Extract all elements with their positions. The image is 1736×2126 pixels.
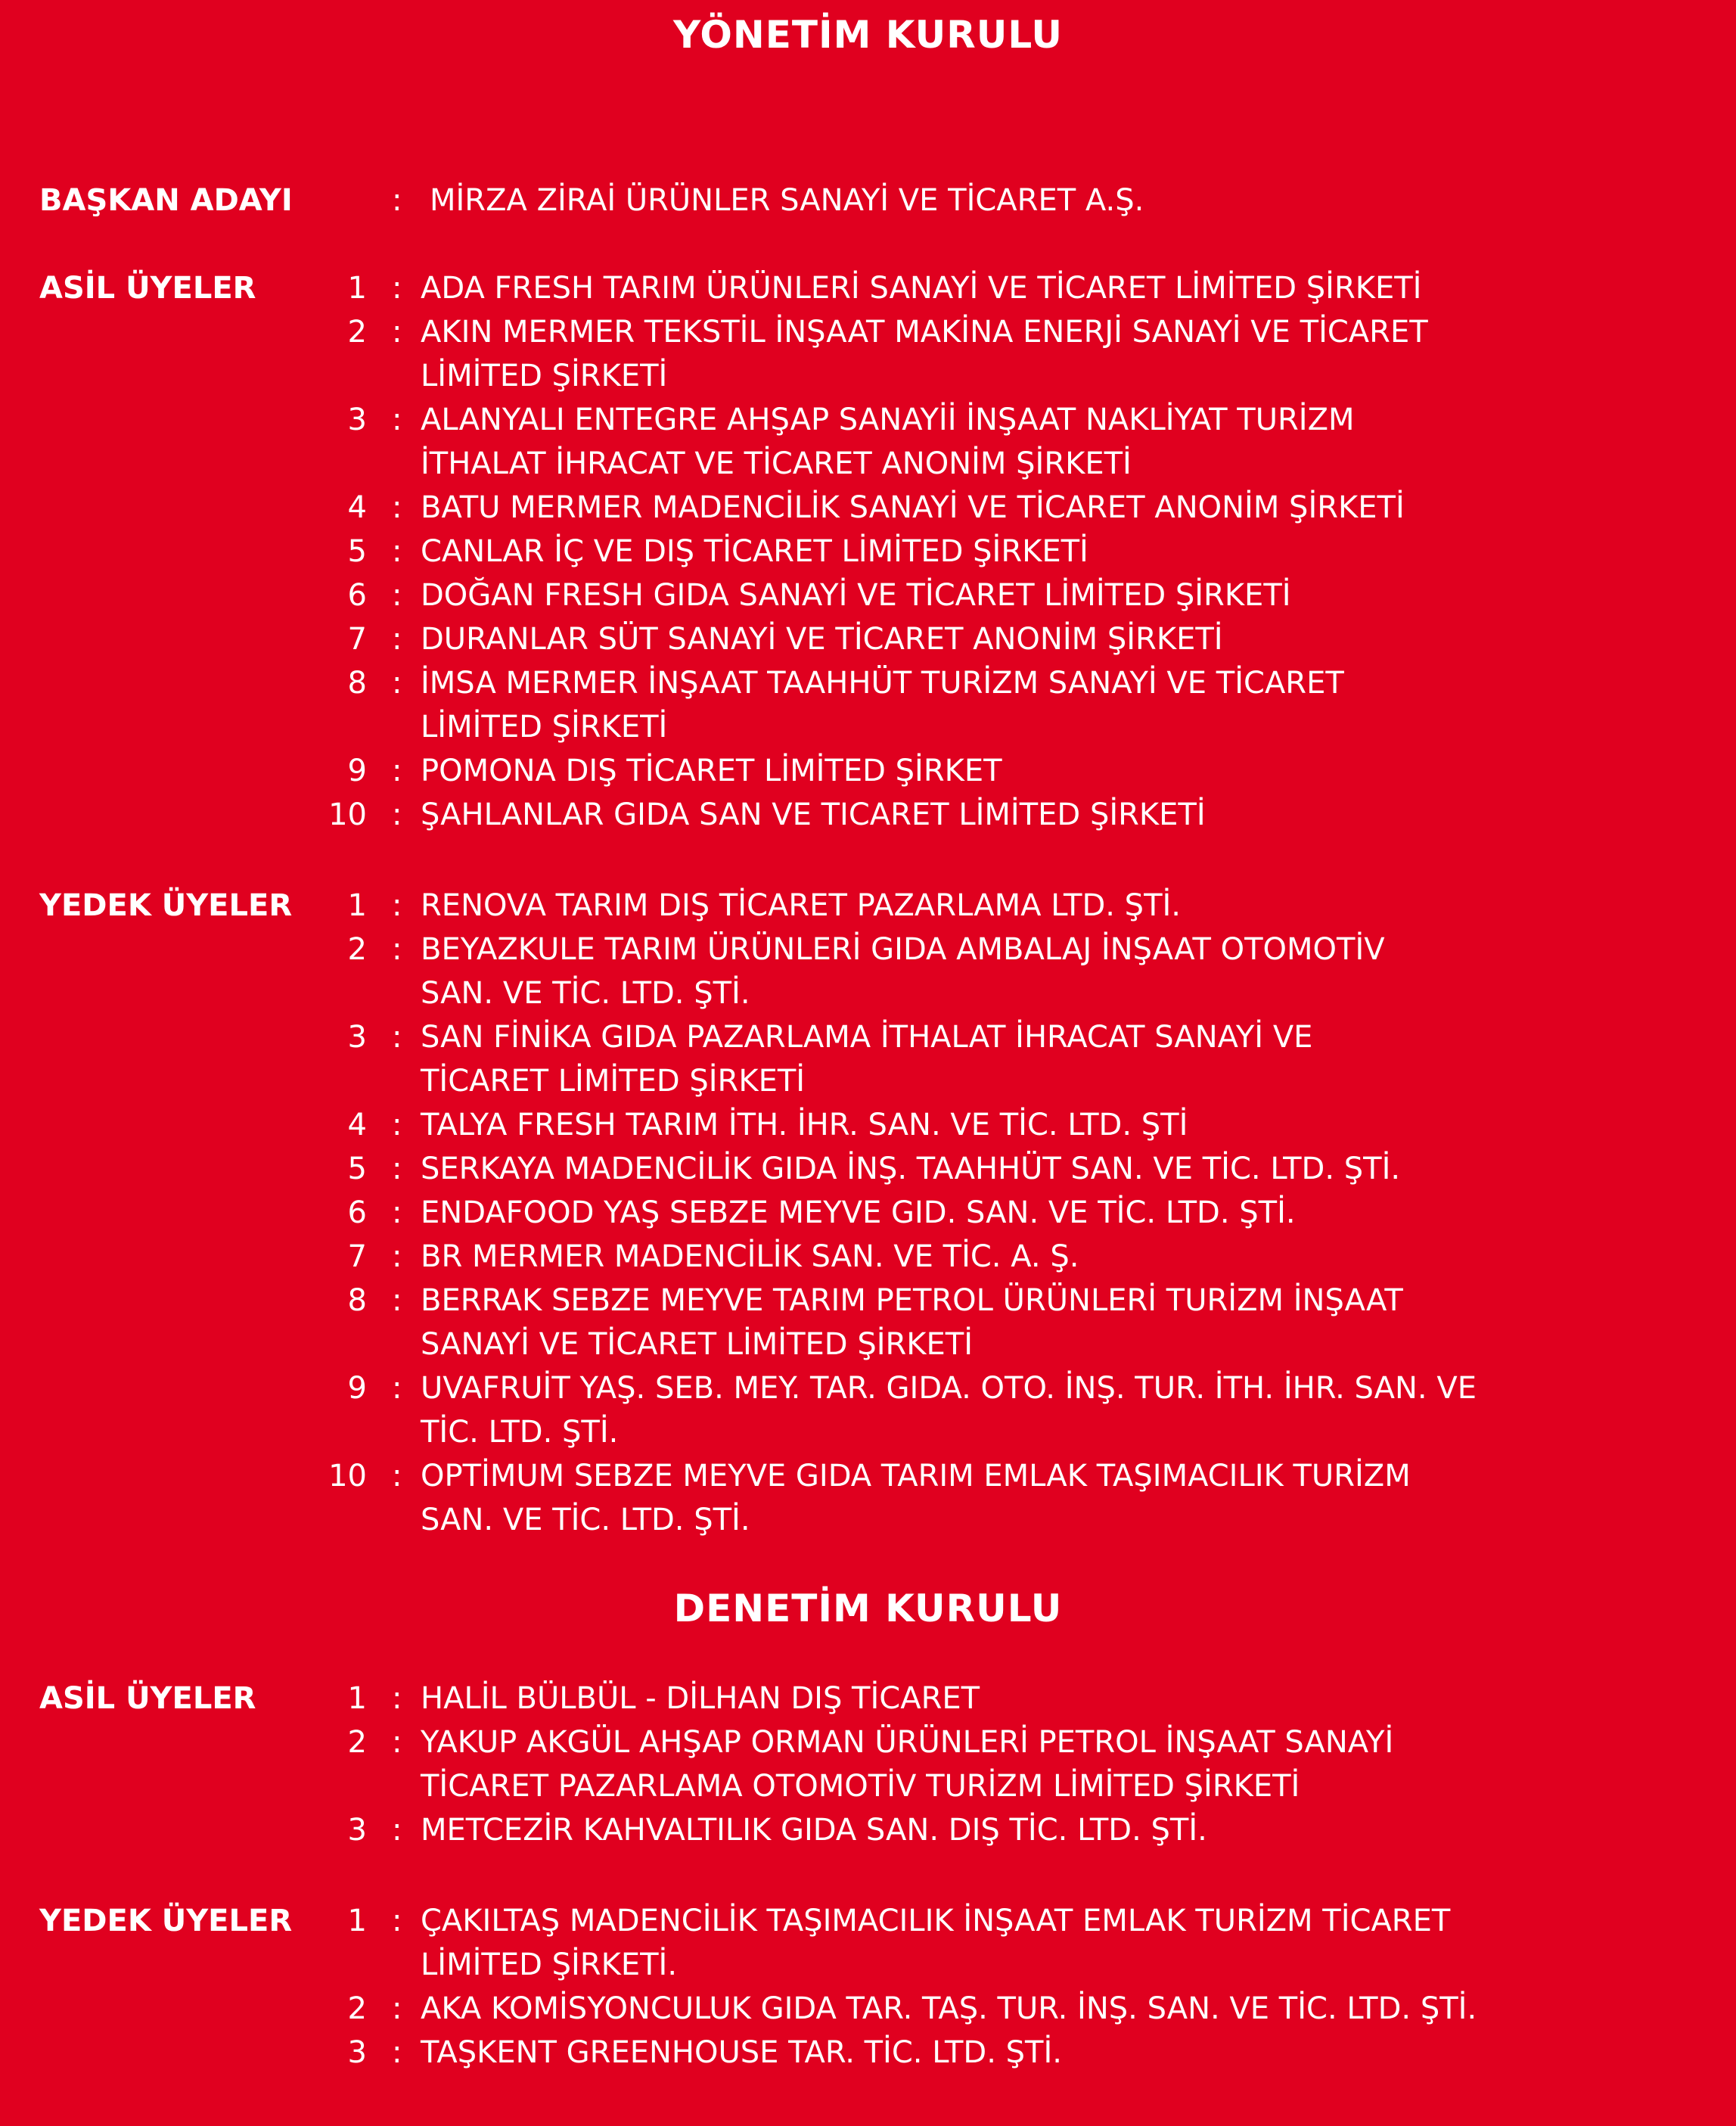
member-name-line: RENOVA TARIM DIŞ TİCARET PAZARLAMA LTD. ŞTİ. [421,888,1182,923]
member-name-line: TİC. LTD. ŞTİ. [421,1415,619,1450]
member-colon: : [392,1283,402,1318]
member-colon: : [392,932,402,967]
denetim-kurulu-title: DENETİM KURULU [673,1587,1063,1630]
member-colon: : [392,1108,402,1142]
member-colon: : [392,315,402,350]
member-number: 8 [347,1283,367,1318]
member-number: 1 [347,1904,367,1938]
member-name-line: SAN. VE TİC. LTD. ŞTİ. [421,976,750,1011]
member-name-line: BR MERMER MADENCİLİK SAN. VE TİC. A. Ş. [421,1239,1079,1274]
member-colon: : [392,1459,402,1493]
member-number: 9 [347,1371,367,1406]
member-colon: : [392,1904,402,1938]
member-name-line: UVAFRUİT YAŞ. SEB. MEY. TAR. GIDA. OTO. İNŞ. TUR. İTH. İHR. SAN. VE [421,1371,1477,1406]
member-name-line: ADA FRESH TARIM ÜRÜNLERİ SANAYİ VE TİCARET LİMİTED ŞİRKETİ [421,271,1422,306]
member-name-line: LİMİTED ŞİRKETİ [421,710,668,744]
member-colon: : [392,403,402,437]
member-colon: : [392,754,402,788]
denetim-asil-label: ASİL ÜYELER [39,1681,256,1716]
member-number: 7 [347,1239,367,1274]
member-name-line: AKA KOMİSYONCULUK GIDA TAR. TAŞ. TUR. İNŞ. SAN. VE TİC. LTD. ŞTİ. [421,1991,1477,2026]
member-number: 3 [347,1020,367,1055]
member-colon: : [392,1371,402,1406]
member-colon: : [392,271,402,306]
baskan-adayi-value: MİRZA ZİRAİ ÜRÜNLER SANAYİ VE TİCARET A.Ş. [430,183,1144,218]
member-number: 1 [347,1681,367,1716]
member-number: 7 [347,622,367,657]
member-number: 4 [347,1108,367,1142]
member-name-line: BEYAZKULE TARIM ÜRÜNLERİ GIDA AMBALAJ İNŞAAT OTOMOTİV [421,932,1385,967]
member-colon: : [392,1152,402,1186]
member-number: 2 [347,932,367,967]
member-name-line: ÇAKILTAŞ MADENCİLİK TAŞIMACILIK İNŞAAT EMLAK TURİZM TİCARET [421,1904,1451,1938]
member-number: 10 [328,797,367,832]
yonetim-yedek-label: YEDEK ÜYELER [39,888,293,923]
member-name-line: BERRAK SEBZE MEYVE TARIM PETROL ÜRÜNLERİ TURİZM İNŞAAT [421,1283,1403,1318]
member-name-line: SERKAYA MADENCİLİK GIDA İNŞ. TAAHHÜT SAN. VE TİC. LTD. ŞTİ. [421,1152,1401,1186]
member-name-line: ENDAFOOD YAŞ SEBZE MEYVE GID. SAN. VE TİC. LTD. ŞTİ. [421,1195,1296,1230]
member-name-line: İTHALAT İHRACAT VE TİCARET ANONİM ŞİRKETİ [421,446,1132,481]
member-name-line: SAN. VE TİC. LTD. ŞTİ. [421,1503,750,1537]
member-name-line: OPTİMUM SEBZE MEYVE GIDA TARIM EMLAK TAŞIMACILIK TURİZM [421,1459,1411,1493]
baskan-adayi-colon: : [392,183,402,218]
member-name-line: POMONA DIŞ TİCARET LİMİTED ŞİRKET [421,754,1002,788]
member-number: 1 [347,271,367,306]
member-name-line: TİCARET PAZARLAMA OTOMOTİV TURİZM LİMİTED ŞİRKETİ [421,1769,1300,1804]
member-name-line: SANAYİ VE TİCARET LİMİTED ŞİRKETİ [421,1327,974,1362]
member-name-line: AKIN MERMER TEKSTİL İNŞAAT MAKİNA ENERJİ SANAYİ VE TİCARET [421,315,1428,350]
member-colon: : [392,534,402,569]
member-number: 1 [347,888,367,923]
member-name-line: LİMİTED ŞİRKETİ. [421,1947,678,1982]
member-colon: : [392,1725,402,1760]
member-name-line: SAN FİNİKA GIDA PAZARLAMA İTHALAT İHRACAT SANAYİ VE [421,1020,1313,1055]
member-name-line: YAKUP AKGÜL AHŞAP ORMAN ÜRÜNLERİ PETROL İNŞAAT SANAYİ [421,1725,1394,1760]
member-colon: : [392,1239,402,1274]
member-colon: : [392,1195,402,1230]
member-name-line: DURANLAR SÜT SANAYİ VE TİCARET ANONİM ŞİRKETİ [421,622,1223,657]
member-colon: : [392,622,402,657]
member-number: 6 [347,578,367,613]
member-colon: : [392,1020,402,1055]
member-name-line: METCEZİR KAHVALTILIK GIDA SAN. DIŞ TİC. LTD. ŞTİ. [421,1813,1207,1848]
member-colon: : [392,797,402,832]
member-colon: : [392,490,402,525]
denetim-yedek-label: YEDEK ÜYELER [39,1904,293,1938]
member-name-line: TALYA FRESH TARIM İTH. İHR. SAN. VE TİC. LTD. ŞTİ [421,1108,1188,1142]
member-number: 2 [347,1725,367,1760]
member-name-line: İMSA MERMER İNŞAAT TAAHHÜT TURİZM SANAYİ VE TİCARET [421,666,1344,701]
member-colon: : [392,666,402,701]
member-number: 3 [347,1813,367,1848]
member-colon: : [392,1813,402,1848]
yonetim-asil-label: ASİL ÜYELER [39,271,256,306]
member-number: 2 [347,315,367,350]
member-number: 2 [347,1991,367,2026]
member-number: 4 [347,490,367,525]
member-name-line: LİMİTED ŞİRKETİ [421,359,668,393]
member-name-line: TİCARET LİMİTED ŞİRKETİ [421,1064,806,1099]
member-number: 5 [347,1152,367,1186]
member-number: 3 [347,403,367,437]
member-number: 3 [347,2035,367,2070]
member-number: 5 [347,534,367,569]
member-name-line: ŞAHLANLAR GIDA SAN VE TICARET LİMİTED ŞİRKETİ [421,797,1206,832]
yonetim-kurulu-title: YÖNETİM KURULU [672,13,1064,57]
member-name-line: DOĞAN FRESH GIDA SANAYİ VE TİCARET LİMİTED ŞİRKETİ [421,578,1291,613]
member-colon: : [392,888,402,923]
member-colon: : [392,1991,402,2026]
baskan-adayi-label: BAŞKAN ADAYI [39,183,293,218]
member-name-line: CANLAR İÇ VE DIŞ TİCARET LİMİTED ŞİRKETİ [421,534,1088,569]
member-number: 10 [328,1459,367,1493]
member-name-line: TAŞKENT GREENHOUSE TAR. TİC. LTD. ŞTİ. [421,2035,1062,2070]
member-colon: : [392,578,402,613]
member-number: 8 [347,666,367,701]
member-number: 9 [347,754,367,788]
member-name-line: ALANYALI ENTEGRE AHŞAP SANAYİİ İNŞAAT NAKLİYAT TURİZM [421,403,1355,437]
member-colon: : [392,2035,402,2070]
member-colon: : [392,1681,402,1716]
member-name-line: BATU MERMER MADENCİLİK SANAYİ VE TİCARET ANONİM ŞİRKETİ [421,490,1405,525]
member-name-line: HALİL BÜLBÜL - DİLHAN DIŞ TİCARET [421,1681,980,1716]
member-number: 6 [347,1195,367,1230]
